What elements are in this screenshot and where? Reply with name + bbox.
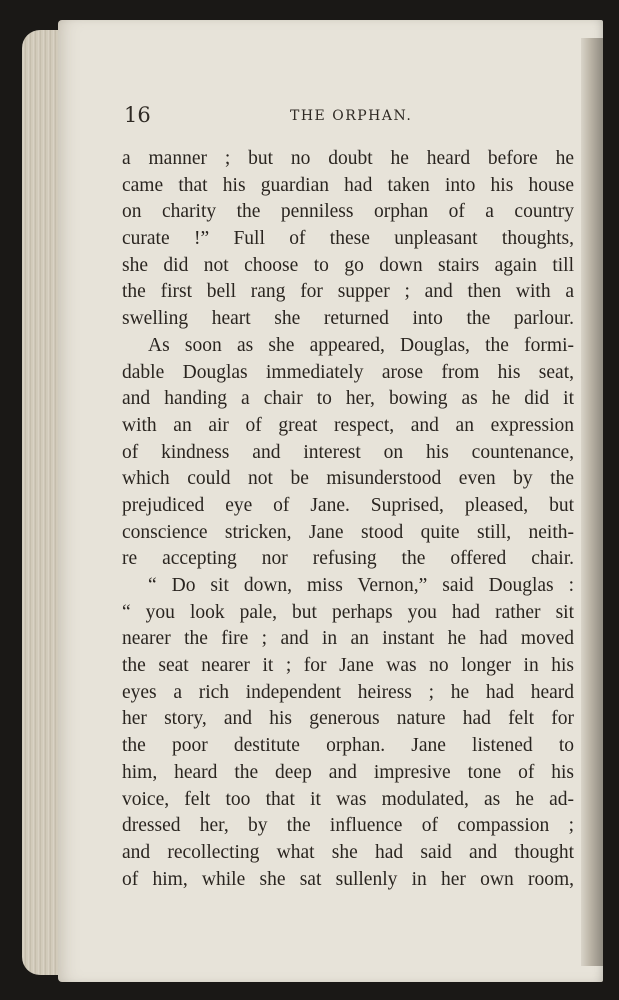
text-line: him, heard the deep and impresive tone of his [122, 761, 574, 783]
book-gutter [581, 38, 603, 966]
text-line: with an air of great respect, and an expression [122, 414, 574, 436]
text-line: swelling heart she returned into the parlour. [122, 308, 574, 330]
body-text [122, 146, 574, 893]
text-line: prejudiced eye of Jane. Suprised, pleased, but [122, 494, 574, 516]
running-head: THE ORPHAN. [290, 108, 413, 124]
text-line: which could not be misunderstood even by the [122, 468, 574, 490]
text-line: her story, and his generous nature had felt for [122, 708, 574, 730]
text-line: of kindness and interest on his countenance, [122, 441, 574, 463]
text-line: “ you look pale, but perhaps you had rather sit [122, 601, 574, 623]
text-line: curate !” Full of these unpleasant thoughts, [122, 228, 574, 250]
text-line: “ Do sit down, miss Vernon,” said Douglas : [148, 575, 574, 596]
text-line: As soon as she appeared, Douglas, the formi- [148, 334, 574, 356]
text-line: came that his guardian had taken into his house [122, 174, 574, 196]
text-line: she did not choose to go down stairs again till [122, 254, 574, 276]
text-line: voice, felt too that it was modulated, as he ad- [122, 788, 574, 810]
text-line: dable Douglas immediately arose from his seat, [122, 361, 574, 383]
text-line: a manner ; but no doubt he heard before he [122, 148, 574, 169]
text-line: conscience stricken, Jane stood quite still, neith- [122, 521, 574, 543]
text-line: the seat nearer it ; for Jane was no longer in his [122, 655, 574, 677]
text-line: and recollecting what she had said and thought [122, 841, 574, 863]
text-line: dressed her, by the influence of compassion ; [122, 815, 574, 837]
text-line: nearer the fire ; and in an instant he had moved [122, 628, 574, 650]
page-header [124, 103, 574, 127]
text-line: on charity the penniless orphan of a country [122, 201, 574, 223]
text-line: of him, while she sat sullenly in her own room, [122, 868, 574, 890]
text-line: and handing a chair to her, bowing as he did it [122, 388, 574, 410]
text-line: re accepting nor refusing the offered chair. [122, 548, 574, 570]
text-line: the first bell rang for supper ; and then with a [122, 281, 574, 303]
page-number: 16 [124, 103, 151, 127]
text-line: eyes a rich independent heiress ; he had heard [122, 681, 574, 703]
text-line: the poor destitute orphan. Jane listened to [122, 735, 574, 757]
